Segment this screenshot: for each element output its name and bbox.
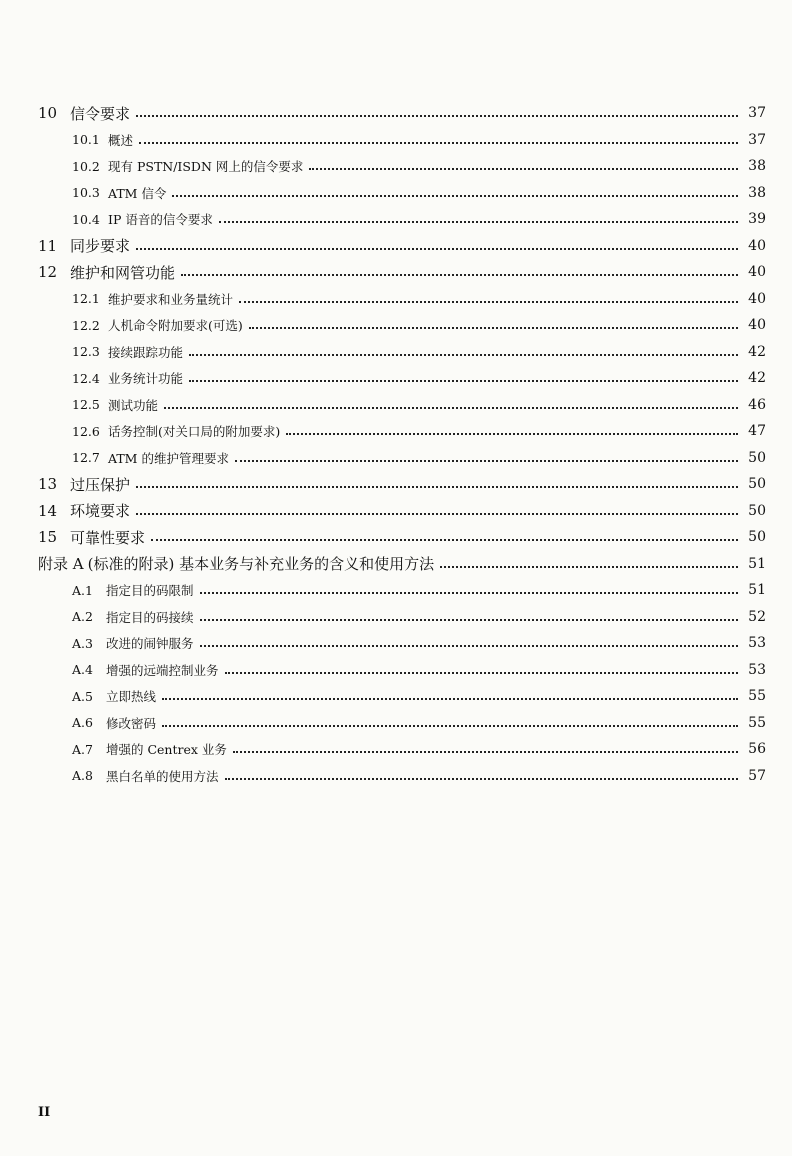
toc-entry-page: 50 [748, 449, 766, 466]
toc-entry-number: 13 [38, 475, 58, 494]
toc-entry-title: IP 语音的信令要求 [108, 212, 213, 228]
dot-leader [286, 433, 738, 435]
dot-leader [249, 327, 738, 329]
toc-entry-number: 12.4 [72, 370, 100, 386]
toc-entry-page: 56 [748, 741, 766, 758]
toc-entry-number: A.1 [72, 582, 93, 598]
dot-leader [139, 142, 738, 144]
toc-entry-page: 50 [748, 529, 766, 546]
toc-entry-page: 46 [748, 396, 766, 413]
toc-entry-page: 53 [748, 661, 766, 678]
toc-entry[interactable] [0, 153, 792, 180]
toc-entry-number: 12.7 [72, 450, 100, 466]
toc-entry[interactable] [0, 180, 792, 207]
dot-leader [136, 115, 738, 117]
toc-entry-title: 指定目的码限制 [106, 583, 194, 599]
dot-leader [440, 566, 738, 568]
toc-entry-title: 概述 [108, 132, 134, 148]
toc-entry[interactable] [0, 127, 792, 154]
toc-entry-title: 人机命令附加要求(可选) [108, 318, 243, 334]
dot-leader [162, 725, 738, 727]
toc-entry-title: 信令要求 [70, 104, 131, 123]
toc-entry[interactable] [0, 763, 792, 790]
toc-entry-title: 维护要求和业务量统计 [108, 291, 234, 307]
toc-entry-number: A.5 [72, 688, 93, 704]
toc-entry-number: 15 [38, 528, 58, 547]
toc-entry-number: A.3 [72, 635, 93, 651]
toc-entry[interactable] [0, 286, 792, 313]
dot-leader [136, 513, 738, 515]
toc-entry-title: 指定目的码接续 [106, 609, 194, 625]
toc-entry-page: 51 [748, 555, 766, 572]
toc-entry-number: 10.4 [72, 211, 100, 227]
dot-leader [151, 539, 738, 541]
dot-leader [189, 380, 738, 382]
toc-entry-page: 38 [748, 158, 766, 175]
toc-entry-title: ATM 信令 [108, 185, 167, 201]
toc-entry[interactable] [0, 524, 792, 551]
toc-entry[interactable] [0, 657, 792, 684]
dot-leader [235, 460, 738, 462]
toc-entry-number: 12 [38, 263, 58, 282]
toc-entry[interactable] [0, 683, 792, 710]
toc-entry[interactable] [0, 339, 792, 366]
toc-entry-page: 37 [748, 105, 766, 122]
toc-entry[interactable] [0, 577, 792, 604]
toc-entry[interactable] [0, 392, 792, 419]
toc-entry-page: 55 [748, 688, 766, 705]
toc-entry-title: 增强的 Centrex 业务 [106, 742, 227, 758]
dot-leader [239, 301, 738, 303]
toc-entry-page: 38 [748, 184, 766, 201]
toc-entry-page: 51 [748, 582, 766, 599]
dot-leader [225, 672, 738, 674]
toc-entry-page: 40 [748, 290, 766, 307]
toc-entry-title: 话务控制(对关口局的附加要求) [108, 424, 281, 440]
toc-entry-number: 12.1 [72, 291, 100, 307]
toc-entry-number: 10 [38, 104, 58, 123]
toc-entry-number: 10.3 [72, 185, 100, 201]
toc-entry[interactable] [0, 736, 792, 763]
toc-entry-title: (标准的附录) 基本业务与补充业务的含义和使用方法 [87, 555, 435, 574]
toc-entry-page: 40 [748, 264, 766, 281]
dot-leader [233, 751, 738, 753]
toc-entry-number: 10.1 [72, 132, 100, 148]
dot-leader [164, 407, 738, 409]
dot-leader [136, 486, 738, 488]
toc-entry[interactable] [0, 710, 792, 737]
toc-entry-number: 附录 A [38, 555, 84, 574]
toc-entry-page: 47 [748, 423, 766, 440]
toc-entry[interactable] [0, 445, 792, 472]
dot-leader [225, 778, 738, 780]
dot-leader [309, 168, 738, 170]
toc-entry-number: 12.5 [72, 397, 100, 413]
toc-entry-page: 53 [748, 635, 766, 652]
toc-entry-number: A.4 [72, 662, 93, 678]
toc-entry-title: 维护和网管功能 [70, 263, 176, 282]
toc-entry-title: ATM 的维护管理要求 [108, 450, 229, 466]
toc-entry-page: 52 [748, 608, 766, 625]
toc-entry-title: 可靠性要求 [70, 528, 146, 547]
toc-entry-number: 10.2 [72, 158, 100, 174]
dot-leader [219, 221, 738, 223]
page-number: II [38, 1105, 51, 1120]
toc-entry-number: 12.2 [72, 317, 100, 333]
toc-entry-number: A.7 [72, 741, 93, 757]
dot-leader [162, 698, 738, 700]
dot-leader [189, 354, 738, 356]
toc-entry-title: 同步要求 [70, 237, 131, 256]
toc-entry-title: 改进的闹钟服务 [106, 636, 194, 652]
toc-entry[interactable] [0, 471, 792, 498]
toc-entry-number: 14 [38, 501, 58, 520]
toc-entry[interactable] [0, 206, 792, 233]
toc-entry[interactable] [0, 312, 792, 339]
toc-entry-page: 50 [748, 502, 766, 519]
dot-leader [200, 592, 738, 594]
table-of-contents [0, 100, 792, 789]
toc-entry[interactable] [0, 365, 792, 392]
toc-entry-page: 55 [748, 714, 766, 731]
toc-entry-page: 50 [748, 476, 766, 493]
toc-entry-page: 57 [748, 767, 766, 784]
toc-entry[interactable] [0, 100, 792, 127]
dot-leader [200, 619, 738, 621]
toc-entry-page: 40 [748, 317, 766, 334]
toc-entry-title: 修改密码 [106, 715, 157, 731]
toc-entry-title: 接续跟踪功能 [108, 344, 184, 360]
toc-entry-title: 立即热线 [106, 689, 157, 705]
toc-entry-page: 37 [748, 131, 766, 148]
toc-entry[interactable] [0, 604, 792, 631]
toc-entry-number: 12.6 [72, 423, 100, 439]
toc-entry-title: 过压保护 [70, 475, 131, 494]
dot-leader [136, 248, 738, 250]
toc-entry-number: A.8 [72, 768, 93, 784]
toc-entry-title: 环境要求 [70, 502, 131, 521]
toc-entry-title: 业务统计功能 [108, 371, 184, 387]
toc-entry-title: 测试功能 [108, 397, 159, 413]
toc-entry[interactable] [0, 630, 792, 657]
dot-leader [181, 274, 738, 276]
toc-entry-title: 增强的远端控制业务 [106, 662, 219, 678]
toc-entry-number: A.6 [72, 715, 93, 731]
toc-entry-page: 42 [748, 343, 766, 360]
toc-entry-number: 11 [38, 236, 58, 255]
toc-entry-number: A.2 [72, 609, 93, 625]
toc-entry-page: 42 [748, 370, 766, 387]
toc-entry[interactable] [0, 418, 792, 445]
toc-entry-title: 黑白名单的使用方法 [106, 768, 219, 784]
dot-leader [172, 195, 738, 197]
toc-entry[interactable] [0, 551, 792, 578]
toc-entry-page: 40 [748, 237, 766, 254]
dot-leader [200, 645, 738, 647]
toc-entry[interactable] [0, 498, 792, 525]
toc-entry-title: 现有 PSTN/ISDN 网上的信令要求 [108, 159, 304, 175]
toc-entry[interactable] [0, 233, 792, 260]
toc-entry[interactable] [0, 259, 792, 286]
toc-entry-page: 39 [748, 211, 766, 228]
toc-entry-number: 12.3 [72, 344, 100, 360]
